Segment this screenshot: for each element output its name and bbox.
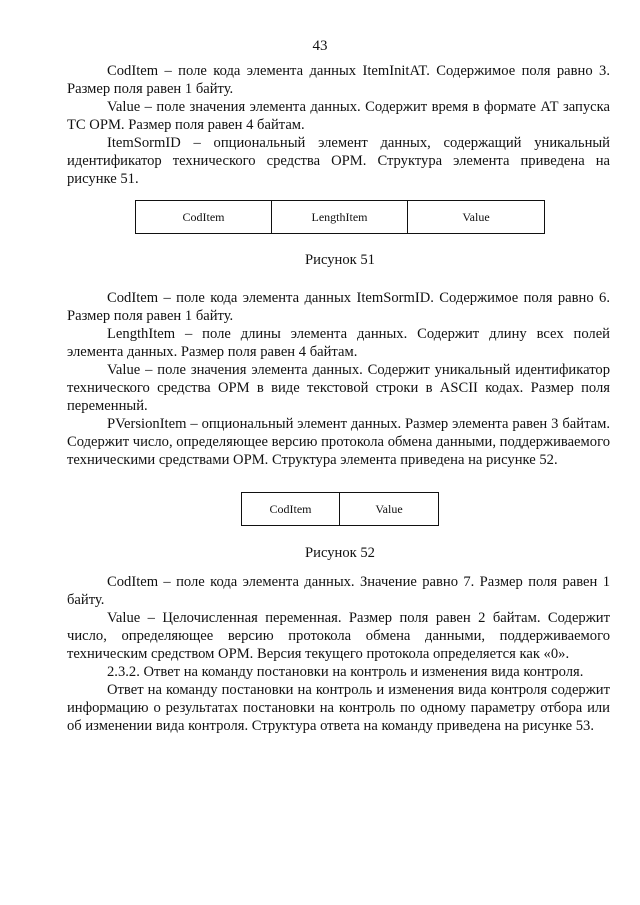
paragraph: Value – поле значения элемента данных. Содержит уникальный идентификатор технического средства ОРМ в виде текстовой строки в ASCII кодах. Размер поля переменный. (67, 362, 610, 414)
figure-51-caption: Рисунок 51 (305, 252, 375, 268)
field-lengthitem: LengthItem (272, 201, 408, 233)
page-number: 43 (312, 38, 328, 54)
paragraph: Value – Целочисленная переменная. Размер поля равен 2 байтам. Содержит число, определяющее версию протокола обмена данными, поддерживаемого техническим средством ОРМ. Версия текущего протокола определяется как «0». (67, 610, 610, 662)
paragraph: ItemSormID – опциональный элемент данных, содержащий уникальный идентификатор технического средства ОРМ. Структура элемента приведена на рисунке 51. (67, 135, 610, 187)
section-heading: 2.3.2. Ответ на команду постановки на контроль и изменения вида контроля. (107, 664, 584, 680)
paragraph: LengthItem – поле длины элемента данных. Содержит длину всех полей элемента данных. Размер поля равен 4 байтам. (67, 326, 610, 360)
field-value: Value (375, 501, 403, 516)
paragraph: CodItem – поле кода элемента данных ItemSormID. Содержимое поля равно 6. Размер поля равен 1 байту. (67, 290, 610, 324)
figure-51-structure (135, 200, 545, 234)
text-block-1 (67, 62, 610, 188)
paragraph: CodItem – поле кода элемента данных ItemInitAT. Содержимое поля равно 3. Размер поля равен 1 байту. (67, 63, 610, 97)
field-coditem: CodItem (242, 493, 340, 525)
field-coditem: CodItem (136, 201, 272, 233)
paragraph: Ответ на команду постановки на контроль и изменения вида контроля содержит информацию о результатах постановки на контроль по одному параметру отбора или об изменении вида контроля. Структура ответа на команду приведена на рисунке 53. (67, 682, 610, 734)
text-block-2 (67, 289, 610, 469)
field-value: Value (462, 209, 490, 224)
figure-52-caption: Рисунок 52 (305, 545, 375, 561)
figure-52-structure (241, 492, 439, 526)
paragraph: CodItem – поле кода элемента данных. Значение равно 7. Размер поля равен 1 байту. (67, 574, 610, 608)
paragraph: PVersionItem – опциональный элемент данных. Размер элемента равен 3 байтам. Содержит число, определяющее версию протокола обмена данными, поддерживаемого техническими средствами ОРМ. Структура элемента приведена на рисунке 52. (67, 416, 610, 468)
text-block-3 (67, 573, 610, 735)
paragraph: Value – поле значения элемента данных. Содержит время в формате АТ запуска ТС ОРМ. Размер поля равен 4 байтам. (67, 99, 610, 133)
